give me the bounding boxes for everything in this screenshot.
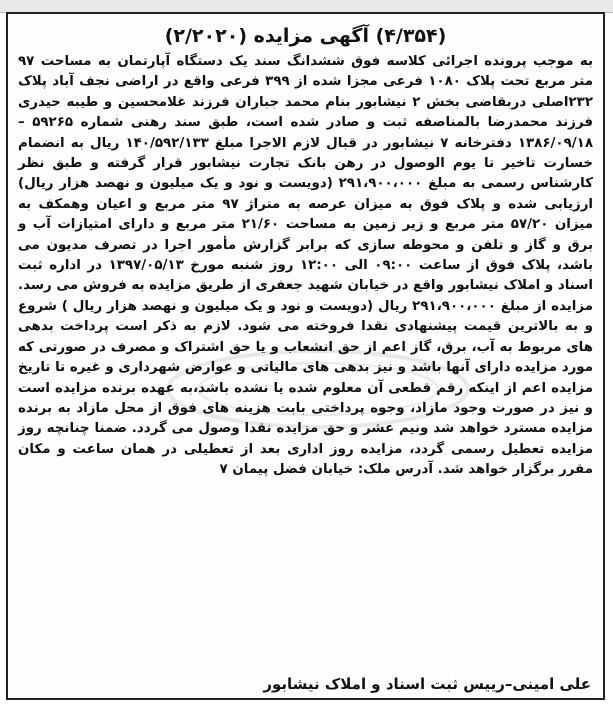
notice-frame bbox=[6, 12, 605, 700]
notice-title: (۴/۳۵۴) آگهی مزایده (۲/۲۰۲۰) bbox=[164, 25, 447, 47]
notice-signature: علی امینی–رییس ثبت اسناد و املاک نیشابور bbox=[263, 675, 591, 693]
notice-body: به موجب پرونده اجرائی کلاسه فوق ششدانگ سند یک دستگاه آپارتمان به مساحت ۹۷ متر مربع تحت پلاک ۱۰۸۰ فرعی مجزا شده از ۳۹۹ فرعی واقع در اراضی نجف آباد پلاک ۲۳۲اصلی دربقاضی بخش ۲ نیشابور بنام محمد جباران فرزند غلامحسین و طیبه حیدری فرزند محمدرضا بالمناصفه ثبت و صادر شده است، طبق سند رهنی شماره ۵۹۲۶۵ – ۱۳۸۶/۰۹/۱۸ دفترخانه ۷ نیشابور در قبال لازم الاجرا مبلغ ۱۴۰/۵۹۲/۱۳۳ ریال به انضمام خسارت تاخیر تا یوم الوصول در رهن بانک تجارت نیشابور قرار گرفته و طبق نظر کارشناس رسمی به مبلغ ۲۹۱،۹۰۰،۰۰۰ (دویست و نود و یک میلیون و نهصد هزار ریال) ارزیابی شده و پلاک فوق به میزان عرصه به متراژ ۹۷ متر مربع و اعیان وهمکف به میزان ۵۷/۲۰ متر مربع و زیر زمین به مساحت ۲۱/۶۰ متر مربع و دارای امتیازات آب و برق و گاز و تلفن و محوطه سازی که برابر گزارش مأمور اجرا در تصرف مدیون می باشد، پلاک فوق از ساعت ۰۹:۰۰ الی ۱۲:۰۰ روز شنبه مورخ ۱۳۹۷/۰۵/۱۳ در اداره ثبت اسناد و املاک نیشابور واقع در خیابان شهید جعفری از طریق مزایده به فروش می رسد. مزایده از مبلغ ۲۹۱،۹۰۰،۰۰۰ ریال (دویست و نود و یک میلیون و نهصد هزار ریال ) شروع و به بالاترین قیمت پیشنهادی نقدا فروخته می شود. لازم به ذکر است پرداخت بدهی های مربوط به آب، برق، گاز اعم از حق انشعاب و یا حق اشتراک و مصرف در صورتی که مورد مزایده دارای آنها باشد و نیز بدهی های مالیاتی و عوارض شهرداری و غیره تا تاریخ مزایده اعم از اینکه رقم قطعی آن معلوم شده یا نشده باشد،به عهده برنده مزایده است و نیز در صورت وجود مازاد، وجوه پرداختی بابت هزینه های فوق از محل مازاد به برنده مزایده مسترد خواهد شد ونیم عشر و حق مزایده نقدا وصول می گردد. ضمنا چنانچه روز مزایده تعطیل رسمی گردد، مزایده روز اداری بعد از تعطیلی در همان ساعت و مکان مقرر برگزار خواهد شد. آدرس ملک: خیابان فضل پیمان ۷ bbox=[18, 54, 594, 478]
